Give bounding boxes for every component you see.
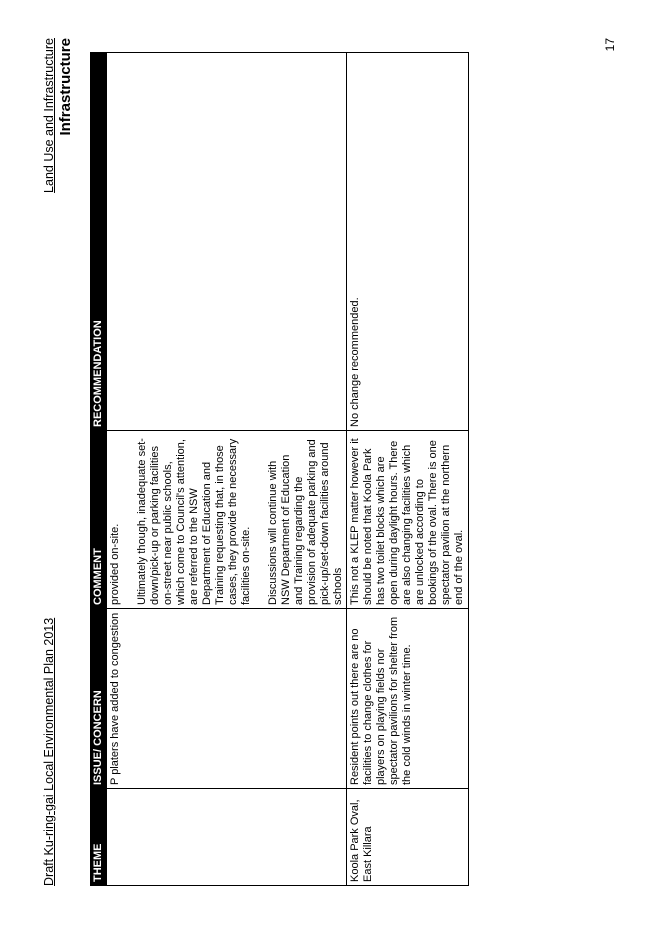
table-row [347, 53, 469, 886]
comment-paragraph: Discussions will continue with NSW Department of Education and Training regarding the provision of adequate parking and pick-up/set-down facilities around schools [266, 439, 344, 605]
section-title: Land Use and Infrastructure [42, 38, 56, 193]
comment-cell [347, 431, 469, 609]
table-row [106, 53, 347, 886]
page-number: 17 [603, 38, 617, 52]
section-header [42, 38, 74, 208]
submissions-table [90, 52, 469, 886]
recommendation-cell [106, 53, 347, 431]
comment-cell [106, 431, 347, 609]
column-header-issue: ISSUE/ CONCERN [91, 609, 107, 789]
issue-cell: P platers have added to congestion [106, 609, 347, 789]
issue-cell: Resident points out there are no facilities to change clothes for players on playing fields nor spectator pavilions for shelter from the cold winds in winter time. [347, 609, 469, 789]
comment-paragraph: Ultimately though, inadequate set-down/pick-up or parking facilities on-street near public schools, which come to Council's attention, are referred to the NSW Department of Education and Training requesting that, in those cases, they provide the necessary facilities on-site. [135, 438, 252, 605]
comment-paragraph: provided on-site. [108, 523, 121, 605]
document-title: Draft Ku-ring-gai Local Environmental Plan 2013 [42, 617, 56, 886]
column-header-recommendation: RECOMMENDATION [91, 53, 107, 431]
theme-cell: Koola Park Oval, East Killara [347, 789, 469, 886]
table-header-row [91, 53, 107, 886]
theme-cell [106, 789, 347, 886]
column-header-theme: THEME [91, 789, 107, 886]
recommendation-cell: No change recommended. [347, 53, 469, 431]
comment-paragraph: This not a KLEP matter however it should be noted that Koola Park has two toilet blocks which are open during daylight hours. There are also changing facilities which are unlocked according to bookings of the oval. There is one spectator pavilion at the northern end of the oval. [349, 438, 466, 605]
column-header-comment: COMMENT [91, 431, 107, 609]
subsection-title: Infrastructure [57, 38, 74, 136]
